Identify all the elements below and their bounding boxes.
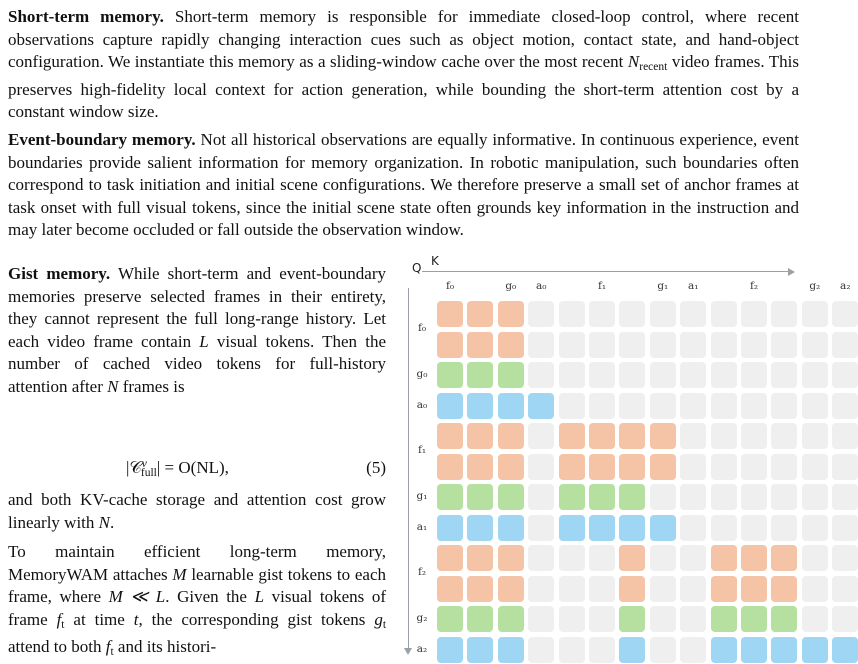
cell-empty-r2-c5 — [589, 362, 615, 388]
cell-empty-r3-c8 — [680, 393, 706, 419]
cell-gist-r2-c2 — [498, 362, 524, 388]
cell-gist-r6-c6 — [619, 484, 645, 510]
cell-empty-r0-c6 — [619, 301, 645, 327]
cell-empty-r0-c10 — [741, 301, 767, 327]
row-label-1: f₀ — [417, 322, 427, 335]
cell-empty-r0-c9 — [711, 301, 737, 327]
cell-action-r3-c3 — [528, 393, 554, 419]
row-label-14: a₂ — [416, 642, 428, 655]
cell-action-r11-c11 — [771, 637, 797, 663]
cell-empty-r4-c10 — [741, 423, 767, 449]
cell-empty-r11-c3 — [528, 637, 554, 663]
cell-frame-r9-c10 — [741, 576, 767, 602]
cell-empty-r5-c13 — [832, 454, 858, 480]
cell-empty-r9-c8 — [680, 576, 706, 602]
cell-gist-r10-c2 — [498, 606, 524, 632]
text: visual tokens. Then the number of cached video tokens for full-history attention after — [8, 331, 386, 396]
cell-action-r7-c6 — [619, 515, 645, 541]
text: To maintain efficient long-term memory, MemoryWAM attaches — [8, 542, 386, 584]
cell-empty-r3-c9 — [711, 393, 737, 419]
cell-empty-r6-c3 — [528, 484, 554, 510]
cell-gist-r10-c9 — [711, 606, 737, 632]
cell-gist-r6-c1 — [467, 484, 493, 510]
heading-event-boundary-memory: Event-boundary memory. — [8, 130, 196, 149]
cell-empty-r4-c13 — [832, 423, 858, 449]
cell-empty-r2-c3 — [528, 362, 554, 388]
cell-empty-r6-c12 — [802, 484, 828, 510]
col-label-8: a₁ — [687, 280, 699, 292]
cell-gist-r6-c2 — [498, 484, 524, 510]
cell-empty-r0-c12 — [802, 301, 828, 327]
cell-frame-r0-c1 — [467, 301, 493, 327]
cell-gist-r6-c4 — [559, 484, 585, 510]
cell-empty-r4-c8 — [680, 423, 706, 449]
cell-empty-r6-c7 — [650, 484, 676, 510]
cell-empty-r3-c12 — [802, 393, 828, 419]
cell-frame-r8-c0 — [437, 545, 463, 571]
cell-empty-r9-c5 — [589, 576, 615, 602]
cell-empty-r5-c12 — [802, 454, 828, 480]
text: attend to both — [8, 637, 106, 656]
cell-empty-r1-c9 — [711, 332, 737, 358]
cell-action-r7-c0 — [437, 515, 463, 541]
cell-action-r3-c2 — [498, 393, 524, 419]
cell-gist-r2-c0 — [437, 362, 463, 388]
cell-empty-r5-c8 — [680, 454, 706, 480]
k-axis-line — [422, 271, 792, 272]
cell-empty-r11-c5 — [589, 637, 615, 663]
cell-action-r7-c2 — [498, 515, 524, 541]
text: and both KV-cache storage and attention cost grow linearly with — [8, 490, 386, 532]
equation-5 — [8, 458, 386, 482]
cell-frame-r5-c7 — [650, 454, 676, 480]
cell-empty-r4-c9 — [711, 423, 737, 449]
cell-empty-r11-c4 — [559, 637, 585, 663]
cell-empty-r1-c6 — [619, 332, 645, 358]
cell-gist-r6-c0 — [437, 484, 463, 510]
cell-frame-r9-c1 — [467, 576, 493, 602]
cell-empty-r0-c4 — [559, 301, 585, 327]
cell-frame-r9-c0 — [437, 576, 463, 602]
cell-empty-r1-c8 — [680, 332, 706, 358]
cell-empty-r5-c9 — [711, 454, 737, 480]
cell-empty-r8-c4 — [559, 545, 585, 571]
math-var: M ≪ L — [108, 587, 166, 606]
math-var: L — [199, 331, 209, 351]
cell-empty-r3-c6 — [619, 393, 645, 419]
cell-action-r3-c1 — [467, 393, 493, 419]
heading-short-term-memory: Short-term memory. — [8, 7, 164, 26]
cell-empty-r6-c13 — [832, 484, 858, 510]
cell-frame-r8-c2 — [498, 545, 524, 571]
cell-empty-r0-c11 — [771, 301, 797, 327]
cell-empty-r4-c12 — [802, 423, 828, 449]
cell-empty-r7-c13 — [832, 515, 858, 541]
col-label-5: f₁ — [597, 280, 607, 292]
paragraph-short-term-memory — [8, 6, 799, 124]
col-label-10: f₂ — [749, 280, 759, 292]
k-axis-arrowhead — [788, 268, 795, 276]
cell-empty-r2-c11 — [771, 362, 797, 388]
cell-empty-r11-c7 — [650, 637, 676, 663]
cell-frame-r8-c1 — [467, 545, 493, 571]
cell-empty-r7-c9 — [711, 515, 737, 541]
math-var: L — [254, 587, 265, 606]
cell-frame-r5-c6 — [619, 454, 645, 480]
col-label-0: f₀ — [445, 280, 455, 292]
cell-action-r11-c0 — [437, 637, 463, 663]
cell-empty-r9-c4 — [559, 576, 585, 602]
paragraph-kv-cost — [8, 489, 386, 534]
row-label-11: f₂ — [417, 566, 427, 579]
cell-empty-r2-c13 — [832, 362, 858, 388]
cell-empty-r5-c11 — [771, 454, 797, 480]
cell-empty-r3-c4 — [559, 393, 585, 419]
cell-empty-r0-c13 — [832, 301, 858, 327]
cell-empty-r8-c12 — [802, 545, 828, 571]
cell-gist-r10-c11 — [771, 606, 797, 632]
text: learnable gist tokens to each frame, where — [8, 564, 386, 606]
equation-expression: |𝒞$^v_{full}$| = O(NL), — [126, 458, 229, 479]
cell-empty-r2-c6 — [619, 362, 645, 388]
cell-empty-r3-c10 — [741, 393, 767, 419]
row-label-13: g₂ — [416, 612, 428, 624]
cell-frame-r5-c0 — [437, 454, 463, 480]
col-label-3: a₀ — [535, 280, 547, 292]
text: . — [110, 512, 115, 532]
math-var: $f_t$ — [56, 609, 65, 631]
cell-frame-r1-c0 — [437, 332, 463, 358]
cell-empty-r2-c12 — [802, 362, 828, 388]
cell-empty-r2-c4 — [559, 362, 585, 388]
row-label-3: g₀ — [416, 368, 428, 380]
cell-empty-r7-c3 — [528, 515, 554, 541]
heading-gist-memory: Gist memory. — [8, 264, 111, 283]
cell-action-r7-c1 — [467, 515, 493, 541]
cell-frame-r4-c0 — [437, 423, 463, 449]
text: and its histori- — [113, 637, 217, 656]
paragraph-gist-tokens — [8, 541, 386, 664]
math-var: t — [133, 609, 139, 629]
cell-empty-r2-c7 — [650, 362, 676, 388]
cell-frame-r5-c4 — [559, 454, 585, 480]
col-label-2: g₀ — [505, 280, 517, 292]
row-label-4: a₀ — [416, 398, 428, 411]
cell-frame-r9-c11 — [771, 576, 797, 602]
cell-empty-r0-c7 — [650, 301, 676, 327]
cell-frame-r5-c1 — [467, 454, 493, 480]
cell-empty-r8-c5 — [589, 545, 615, 571]
cell-empty-r6-c11 — [771, 484, 797, 510]
text: video frames. This preserves high-fidelity local context for action generation, while bounding the short-term attention cost by a constant window size. — [8, 52, 800, 121]
cell-empty-r1-c7 — [650, 332, 676, 358]
q-axis-line — [408, 288, 409, 650]
math-var: $g_t$ — [374, 609, 387, 631]
attention-mask-figure — [404, 254, 851, 658]
cell-empty-r0-c3 — [528, 301, 554, 327]
cell-frame-r1-c1 — [467, 332, 493, 358]
cell-empty-r8-c13 — [832, 545, 858, 571]
cell-frame-r9-c9 — [711, 576, 737, 602]
cell-empty-r3-c13 — [832, 393, 858, 419]
cell-empty-r9-c3 — [528, 576, 554, 602]
cell-frame-r5-c5 — [589, 454, 615, 480]
text: at time — [64, 609, 134, 629]
cell-frame-r0-c2 — [498, 301, 524, 327]
col-label-12: g₂ — [809, 280, 821, 292]
cell-empty-r10-c4 — [559, 606, 585, 632]
text: frames is — [118, 376, 185, 396]
cell-gist-r10-c10 — [741, 606, 767, 632]
cell-empty-r7-c10 — [741, 515, 767, 541]
cell-empty-r2-c9 — [711, 362, 737, 388]
col-label-7: g₁ — [657, 280, 669, 292]
cell-empty-r3-c7 — [650, 393, 676, 419]
cell-action-r11-c13 — [832, 637, 858, 663]
math-var: N — [98, 512, 110, 532]
cell-action-r11-c2 — [498, 637, 524, 663]
cell-empty-r10-c8 — [680, 606, 706, 632]
cell-empty-r1-c12 — [802, 332, 828, 358]
row-label-9: a₁ — [416, 520, 428, 533]
cell-action-r11-c6 — [619, 637, 645, 663]
cell-frame-r4-c7 — [650, 423, 676, 449]
cell-empty-r1-c5 — [589, 332, 615, 358]
cell-empty-r3-c5 — [589, 393, 615, 419]
cell-empty-r10-c13 — [832, 606, 858, 632]
text: Not all historical observations are equally informative. In continuous experience, event boundaries provide salient information for memory organization. In robotic manipulation, such boundaries often correspond to task initiation and initial scene configurations. We therefore preserve a small set of anchor frames at task onset with full visual tokens, since the initial scene state often grounds key information in the instruction and may later become occluded or fall outside the observation window. — [8, 130, 799, 239]
cell-empty-r10-c12 — [802, 606, 828, 632]
cell-empty-r9-c12 — [802, 576, 828, 602]
cell-frame-r8-c11 — [771, 545, 797, 571]
cell-gist-r2-c1 — [467, 362, 493, 388]
cell-empty-r6-c8 — [680, 484, 706, 510]
cell-frame-r4-c6 — [619, 423, 645, 449]
cell-empty-r7-c8 — [680, 515, 706, 541]
cell-empty-r5-c10 — [741, 454, 767, 480]
cell-action-r7-c4 — [559, 515, 585, 541]
col-label-13: a₂ — [839, 280, 851, 292]
cell-action-r7-c7 — [650, 515, 676, 541]
cell-empty-r1-c13 — [832, 332, 858, 358]
cell-empty-r4-c3 — [528, 423, 554, 449]
cell-empty-r7-c11 — [771, 515, 797, 541]
q-axis-arrowhead — [404, 648, 412, 655]
cell-empty-r5-c3 — [528, 454, 554, 480]
paragraph-gist-memory — [8, 263, 386, 398]
cell-gist-r10-c1 — [467, 606, 493, 632]
cell-frame-r5-c2 — [498, 454, 524, 480]
cell-frame-r8-c9 — [711, 545, 737, 571]
cell-empty-r2-c10 — [741, 362, 767, 388]
cell-action-r11-c12 — [802, 637, 828, 663]
cell-gist-r6-c5 — [589, 484, 615, 510]
text: , the corresponding gist tokens — [138, 609, 375, 629]
cell-empty-r10-c7 — [650, 606, 676, 632]
cell-empty-r11-c8 — [680, 637, 706, 663]
cell-frame-r4-c5 — [589, 423, 615, 449]
cell-action-r11-c10 — [741, 637, 767, 663]
cell-action-r11-c1 — [467, 637, 493, 663]
cell-frame-r8-c10 — [741, 545, 767, 571]
text: While short-term and event-boundary memories preserve selected frames in their entirety, they cannot represent the full long-range history. Let each video frame contain — [8, 264, 386, 351]
equation-number: (5) — [366, 458, 386, 477]
cell-empty-r8-c8 — [680, 545, 706, 571]
cell-empty-r8-c7 — [650, 545, 676, 571]
cell-empty-r1-c3 — [528, 332, 554, 358]
cell-empty-r1-c10 — [741, 332, 767, 358]
cell-empty-r6-c10 — [741, 484, 767, 510]
cell-empty-r8-c3 — [528, 545, 554, 571]
cell-frame-r4-c4 — [559, 423, 585, 449]
math-n-recent: $N_{recent}$ — [627, 52, 668, 73]
cell-frame-r8-c6 — [619, 545, 645, 571]
cell-frame-r4-c2 — [498, 423, 524, 449]
q-axis-label: Q — [412, 261, 422, 275]
cell-empty-r10-c3 — [528, 606, 554, 632]
cell-frame-r0-c0 — [437, 301, 463, 327]
cell-frame-r4-c1 — [467, 423, 493, 449]
paragraph-event-boundary-memory — [8, 129, 799, 242]
text: visual tokens of frame — [8, 587, 386, 629]
text: Short-term memory is responsible for immediate closed-loop control, where recent observations capture rapidly changing interaction cues such as object motion, contact state, and hand-object configuration. We instantiate this memory as a sliding-window cache over the most recent — [8, 7, 799, 71]
cell-frame-r9-c6 — [619, 576, 645, 602]
math-var: M — [172, 564, 187, 584]
cell-empty-r3-c11 — [771, 393, 797, 419]
cell-action-r11-c9 — [711, 637, 737, 663]
row-label-8: g₁ — [416, 490, 428, 502]
math-var: $f_t$ — [105, 637, 114, 658]
row-label-6: f₁ — [417, 444, 427, 457]
k-axis-label: K — [431, 254, 439, 268]
cell-gist-r10-c6 — [619, 606, 645, 632]
cell-empty-r1-c4 — [559, 332, 585, 358]
math-var: N — [107, 376, 119, 396]
cell-empty-r0-c5 — [589, 301, 615, 327]
cell-frame-r9-c2 — [498, 576, 524, 602]
cell-empty-r10-c5 — [589, 606, 615, 632]
cell-frame-r1-c2 — [498, 332, 524, 358]
cell-empty-r9-c13 — [832, 576, 858, 602]
cell-empty-r4-c11 — [771, 423, 797, 449]
text: . Given the — [165, 587, 255, 606]
cell-gist-r10-c0 — [437, 606, 463, 632]
cell-action-r3-c0 — [437, 393, 463, 419]
cell-action-r7-c5 — [589, 515, 615, 541]
cell-empty-r0-c8 — [680, 301, 706, 327]
cell-empty-r2-c8 — [680, 362, 706, 388]
cell-empty-r7-c12 — [802, 515, 828, 541]
cell-empty-r6-c9 — [711, 484, 737, 510]
cell-empty-r1-c11 — [771, 332, 797, 358]
cell-empty-r9-c7 — [650, 576, 676, 602]
